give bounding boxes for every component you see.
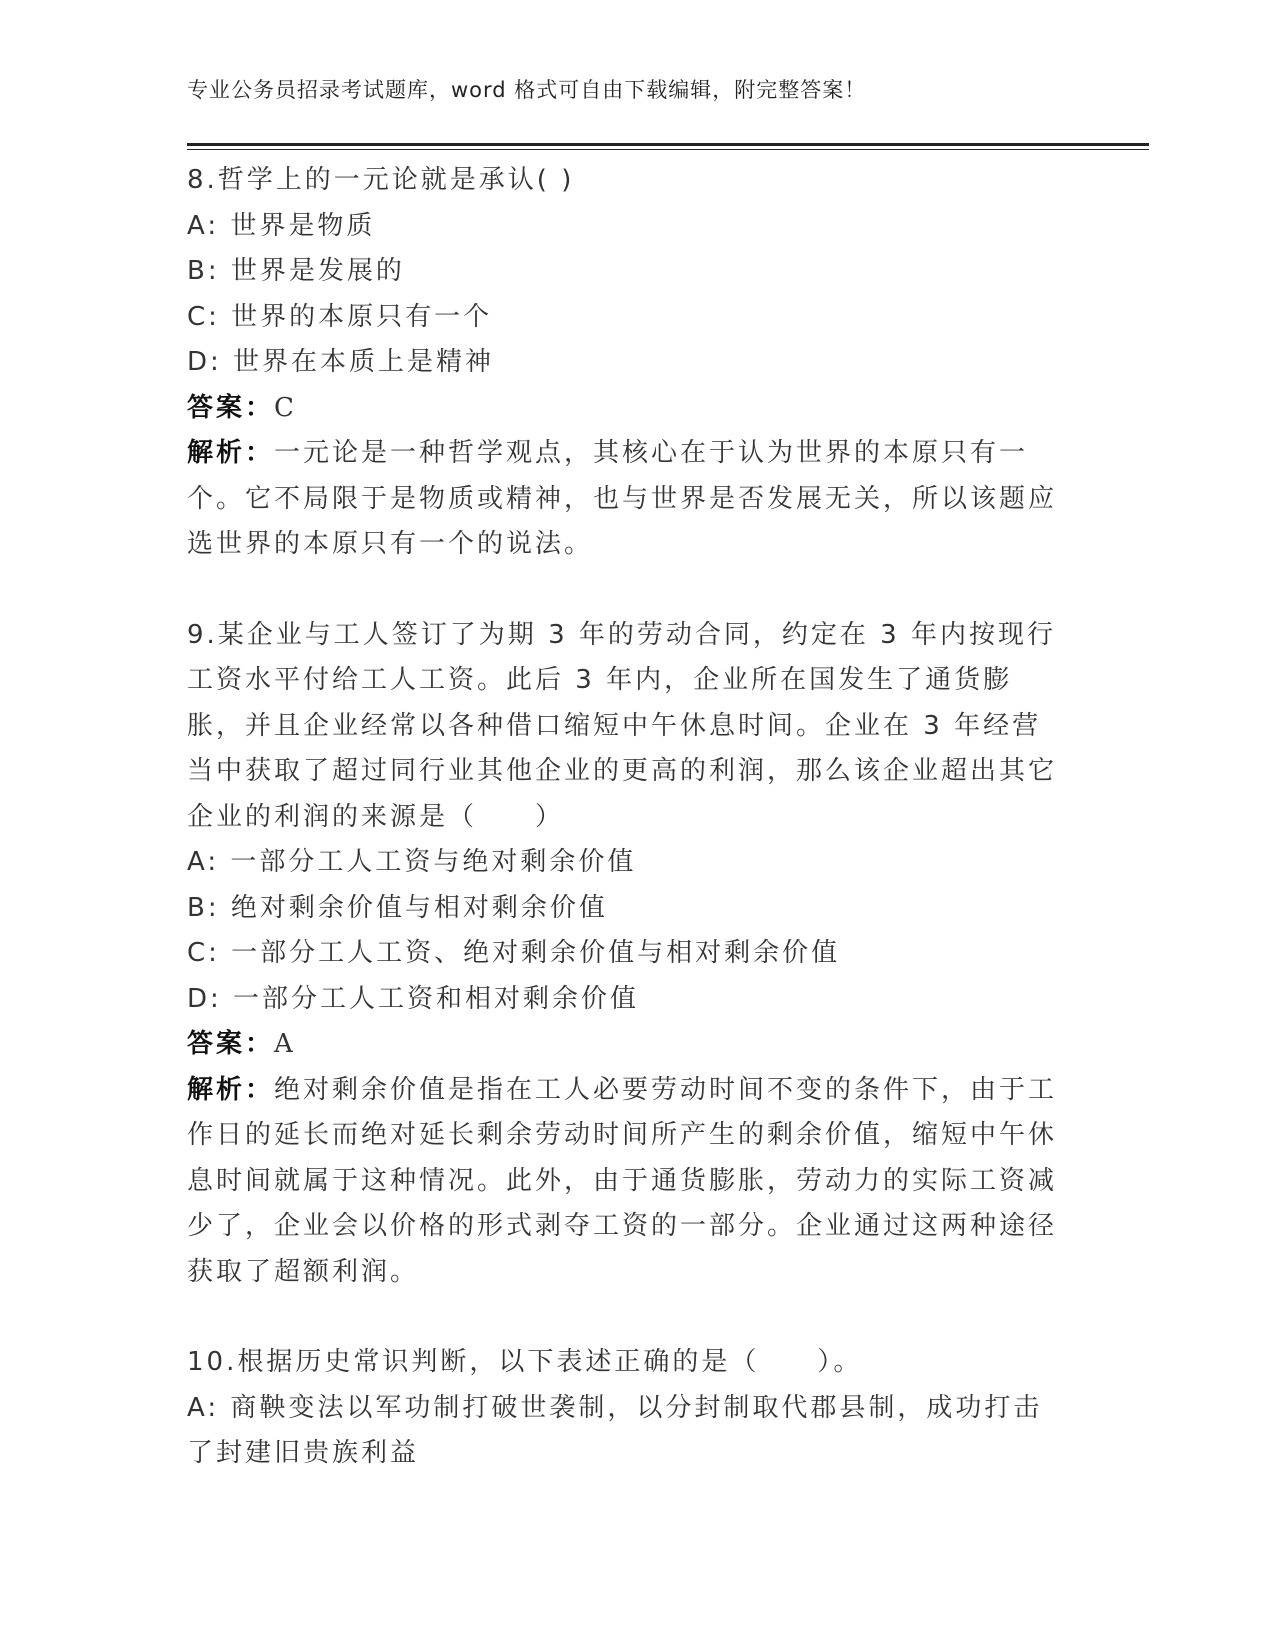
spacer [187, 1295, 1067, 1340]
question-stem: 10.根据历史常识判断，以下表述正确的是（ ）。 [187, 1347, 863, 1377]
option-b: B: 绝对剩余价值与相对剩余价值 [187, 892, 608, 923]
analysis-label: 解析： [187, 438, 275, 468]
document-body [187, 158, 1067, 1477]
question-10 [187, 1340, 1067, 1477]
option-b: B: 世界是发展的 [187, 256, 405, 286]
question-8 [187, 158, 1067, 568]
analysis-text: 一元论是一种哲学观点，其核心在于认为世界的本原只有一个。它不局限于是物质或精神，也与世界是否发展无关，所以该题应选世界的本原只有一个的说法。 [187, 438, 1058, 559]
analysis-line [187, 431, 1067, 568]
page-header: 专业公务员招录考试题库，word 格式可自由下载编辑，附完整答案！ [187, 78, 867, 102]
analysis-label: 解析： [187, 1074, 275, 1105]
header-rule-thick [187, 143, 1149, 146]
analysis-text: 绝对剩余价值是指在工人必要劳动时间不变的条件下，由于工作日的延长而绝对延长剩余劳动时间所产生的剩余价值，缩短中午休息时间就属于这种情况。此外，由于通货膨胀，劳动力的实际工资减少了，企业会以价格的形式剥夺工资的一部分。企业通过这两种途径获取了超额利润。 [187, 1074, 1058, 1287]
option-c: C: 一部分工人工资、绝对剩余价值与相对剩余价值 [187, 938, 841, 968]
question-stem: 8.哲学上的一元论就是承认( ) [187, 165, 575, 195]
question-stem: 9.某企业与工人签订了为期 3 年的劳动合同，约定在 3 年内按现行工资水平付给工人工资。此后 3 年内，企业所在国发生了通货膨胀，并且企业经常以各种借口缩短中午休息时间。企业在 3 年经营当中获取了超过同行业其他企业的更高的利润，那么该企业超出其它企业的利润的来源是（ ） [187, 619, 1058, 832]
option-a: A: 世界是物质 [187, 210, 376, 241]
answer-line [187, 386, 1067, 432]
spacer [187, 568, 1067, 613]
answer-value: C [274, 392, 297, 423]
option-c: C: 世界的本原只有一个 [187, 301, 493, 332]
answer-value: A [274, 1029, 296, 1059]
answer-line [187, 1022, 1067, 1068]
analysis-line [187, 1068, 1067, 1296]
option-a: A: 商鞅变法以军功制打破世袭制，以分封制取代郡县制，成功打击了封建旧贵族利益 [187, 1392, 1043, 1468]
option-d: D: 一部分工人工资和相对剩余价值 [187, 983, 640, 1014]
answer-label: 答案： [187, 392, 275, 423]
answer-label: 答案： [187, 1029, 275, 1059]
question-9 [187, 613, 1067, 1296]
option-a: A: 一部分工人工资与绝对剩余价值 [187, 847, 637, 877]
header-rule-thin [187, 149, 1149, 150]
option-d: D: 世界在本质上是精神 [187, 347, 495, 377]
